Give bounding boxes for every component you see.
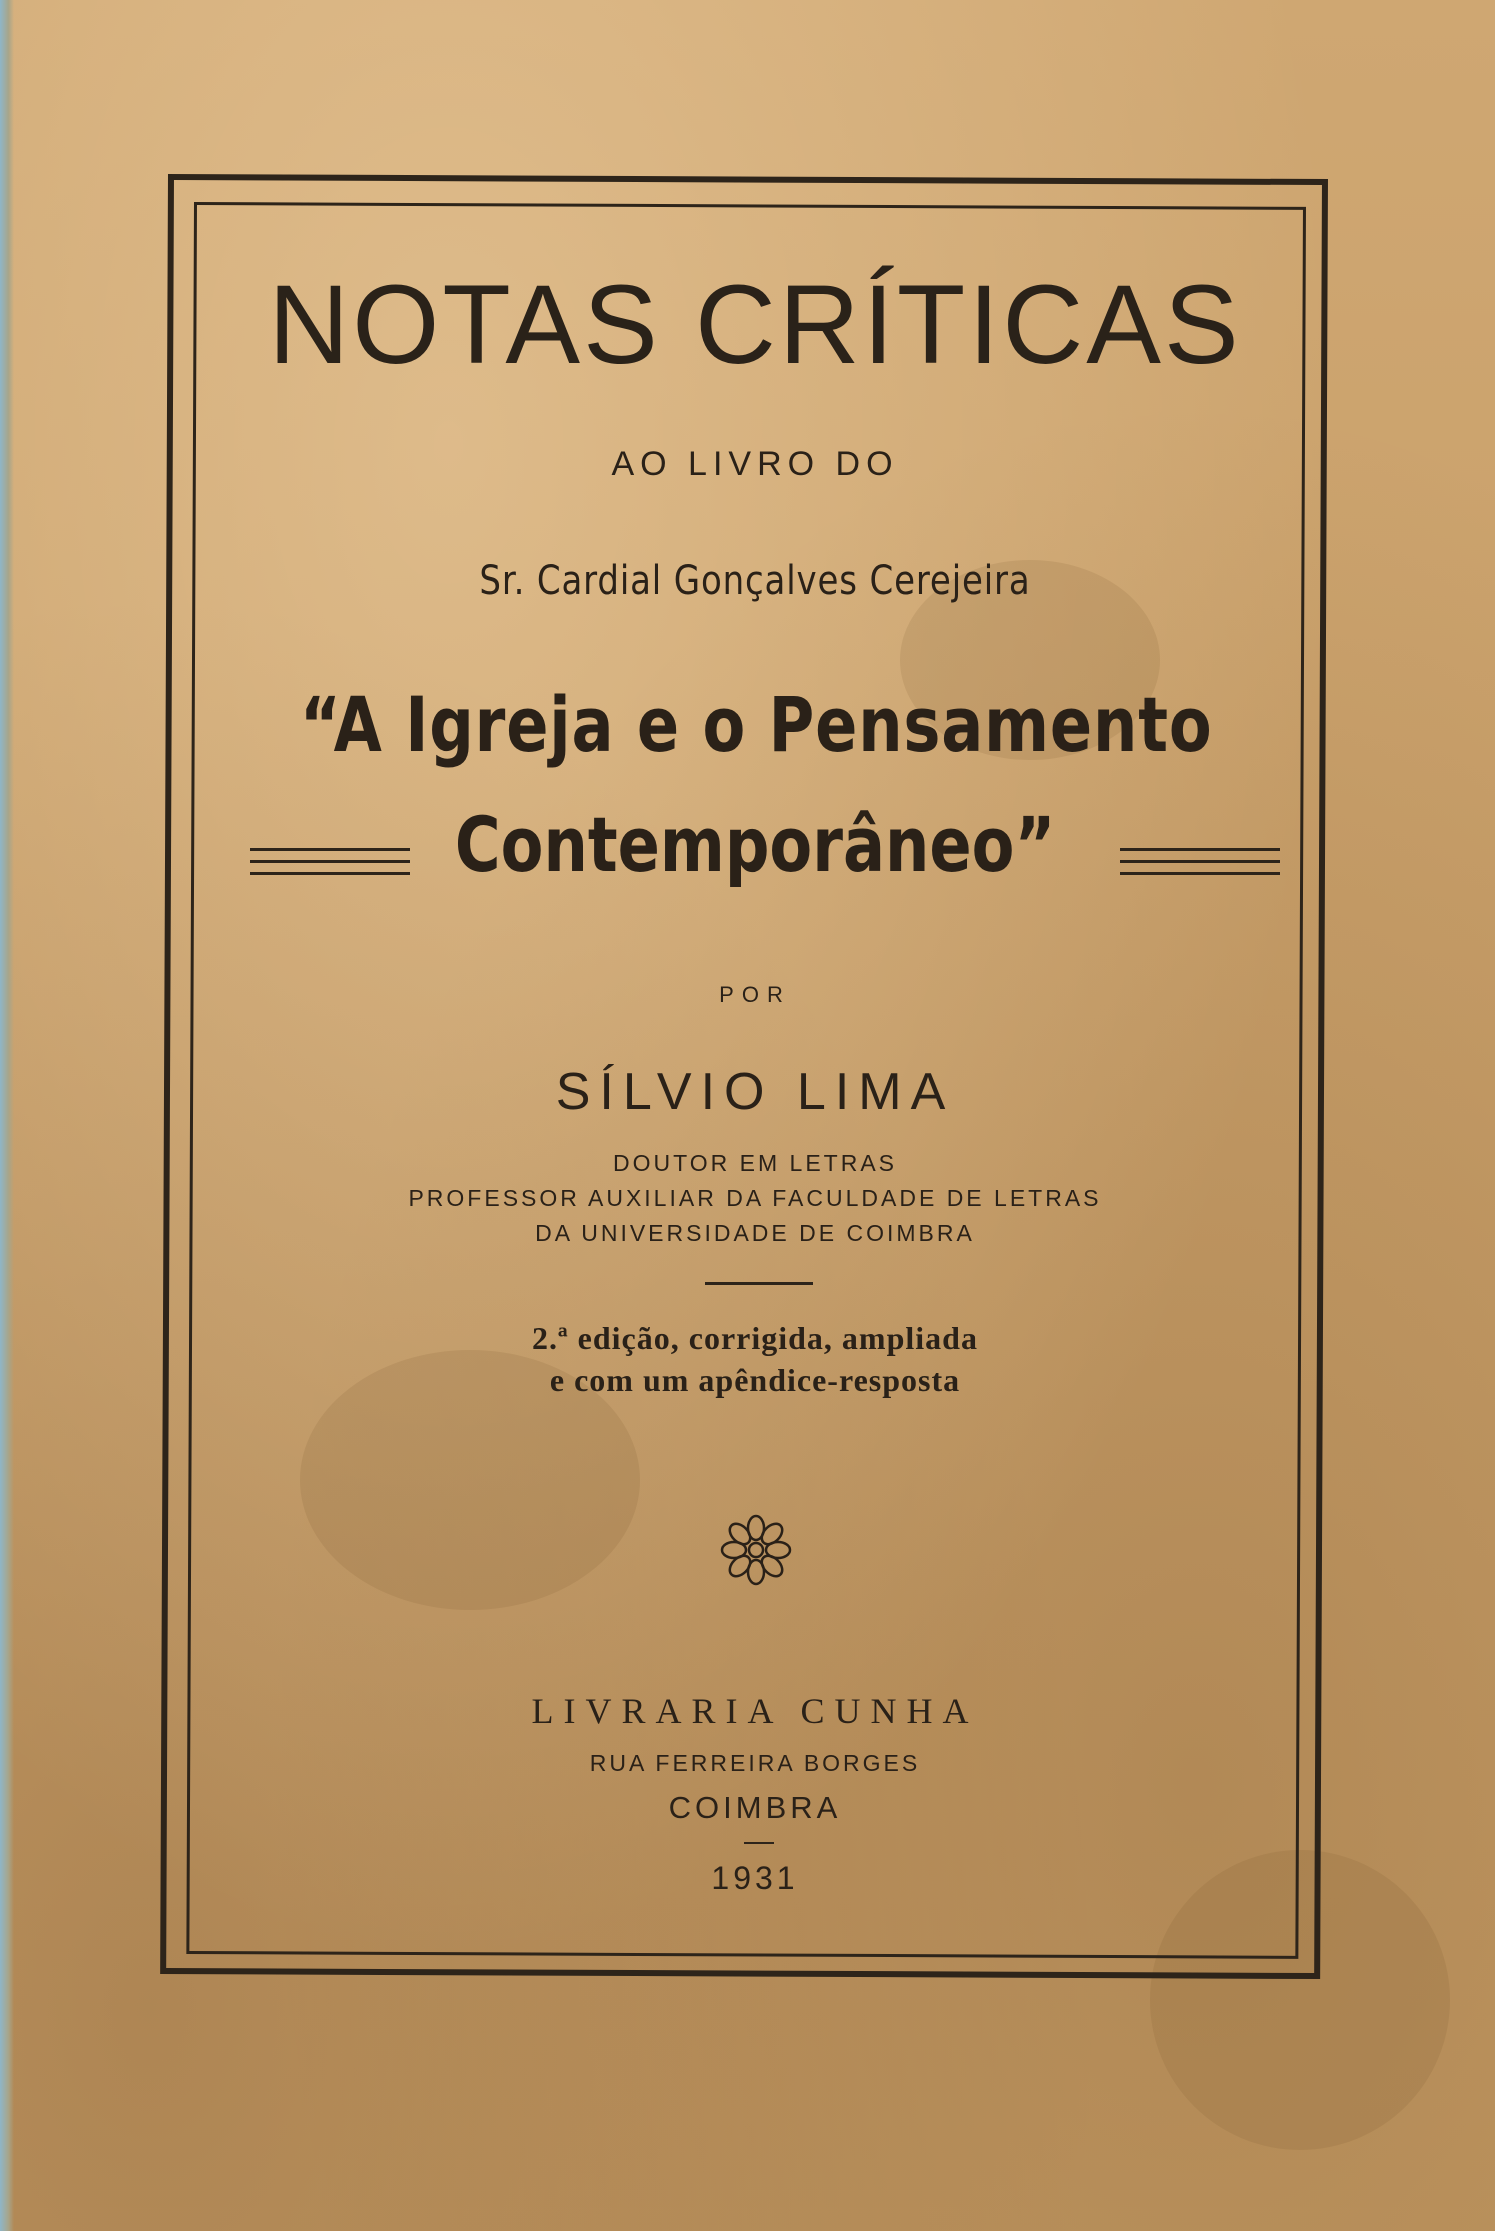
by-label: POR <box>719 982 791 1007</box>
cover-subtitle-2: Sr. Cardial Gonçalves Cerejeira <box>479 558 1031 604</box>
author-name: SÍLVIO LIMA <box>555 1063 955 1121</box>
flower-ornament-icon <box>716 1510 796 1590</box>
author-credential: DA UNIVERSIDADE DE COIMBRA <box>535 1220 975 1246</box>
divider-rule <box>705 1282 813 1285</box>
publication-year: 1931 <box>711 1860 799 1896</box>
scan-edge <box>0 0 14 2231</box>
decorative-rules-right <box>1120 848 1280 888</box>
author-credential: PROFESSOR AUXILIAR DA FACULDADE DE LETRAS <box>408 1185 1102 1211</box>
publisher-street: RUA FERREIRA BORGES <box>589 1750 921 1776</box>
book-title-line-2: Contemporâneo” <box>454 800 1056 889</box>
edition-line-1: 2.ª edição, corrigida, ampliada <box>532 1320 978 1356</box>
publisher-name: LIVRARIA CUNHA <box>531 1691 979 1731</box>
author-credential: DOUTOR EM LETRAS <box>613 1150 897 1176</box>
publisher-city: COIMBRA <box>668 1790 842 1825</box>
year-divider <box>744 1842 774 1844</box>
cover-title: NOTAS CRÍTICAS <box>268 262 1242 387</box>
cover-content <box>200 210 1310 1950</box>
edition-line-2: e com um apêndice-resposta <box>549 1362 961 1398</box>
book-title-line-1: “A Igreja e o Pensamento <box>299 680 1213 769</box>
cover-subtitle-1: AO LIVRO DO <box>611 445 899 483</box>
